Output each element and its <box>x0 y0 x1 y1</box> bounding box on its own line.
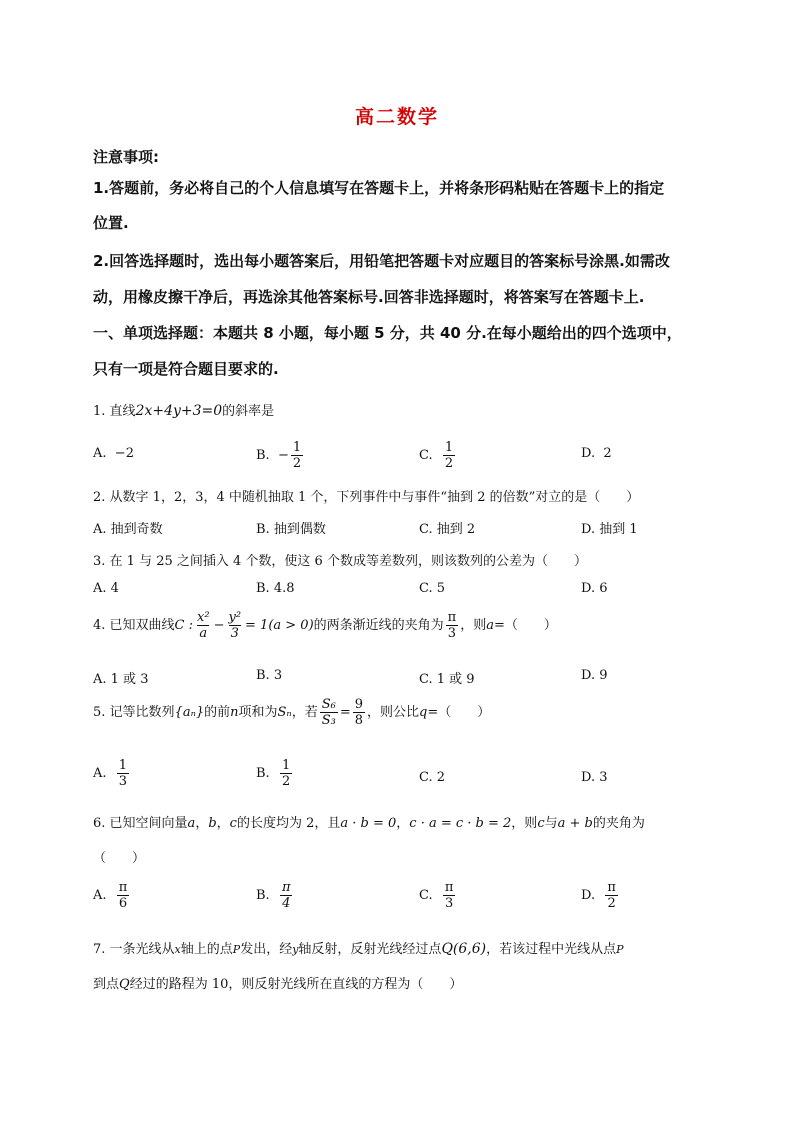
variable: Q <box>119 977 130 992</box>
question-1-prefix: 1. 直线 <box>93 404 136 419</box>
question-2: 2. 从数字 1，2，3，4 中随机抽取 1 个，下列事件中与事件“抽到 2 的倍数”对立的是（ ） <box>93 490 640 505</box>
numerator: π <box>447 610 457 625</box>
fraction <box>280 758 292 789</box>
fraction <box>280 880 293 911</box>
fraction <box>353 697 365 728</box>
numerator: 1 <box>292 440 302 455</box>
option-6a[interactable] <box>93 880 131 911</box>
question-4 <box>93 610 713 641</box>
question-4-middle: 的两条渐近线的夹角为 <box>313 618 444 633</box>
option-label: A. <box>93 446 107 461</box>
question-3: 3. 在 1 与 25 之间插入 4 个数，使这 6 个数成等差数列，则该数列的公差为（ ） <box>93 554 587 569</box>
question-5-end: =（ ） <box>427 705 491 720</box>
section-heading-line2: 只有一项是符合题目要求的. <box>93 360 279 378</box>
curve-name: C : <box>174 618 194 633</box>
denominator: 8 <box>354 713 364 728</box>
fraction <box>443 880 456 911</box>
fraction <box>195 610 212 641</box>
fraction <box>117 758 129 789</box>
question-5-text: ，若 <box>291 705 318 720</box>
option-5c[interactable]: C. 2 <box>419 770 446 785</box>
option-5d[interactable]: D. 3 <box>581 770 608 785</box>
notice-item2-line2: 动，用橡皮擦干净后，再选涂其他答案标号.回答非选择题时，将答案写在答题卡上. <box>93 288 645 306</box>
denominator: 6 <box>118 896 128 911</box>
question-7-prefix: 7. 一条光线从 <box>93 942 175 957</box>
denominator: 3 <box>445 896 454 911</box>
option-1a[interactable] <box>93 446 134 461</box>
question-6-text: 的长度均为 2，且 <box>236 816 341 831</box>
minus-sign: − <box>277 448 289 463</box>
separator: ， <box>216 816 230 831</box>
option-4d[interactable]: D. 9 <box>581 668 608 683</box>
question-5-text: 项和为 <box>238 705 278 720</box>
question-7-text: 发出，经 <box>240 942 293 957</box>
numerator: y² <box>228 610 242 625</box>
question-1-equation: 2x+4y+3=0 <box>135 403 223 419</box>
vector-c: c <box>229 816 237 831</box>
option-3a[interactable]: A. 4 <box>93 581 119 596</box>
question-4-suffix: ，则 <box>460 618 487 633</box>
option-1b[interactable] <box>256 440 305 471</box>
fraction <box>291 440 303 471</box>
question-1-options <box>93 440 713 470</box>
question-4-prefix: 4. 已知双曲线 <box>93 618 175 633</box>
question-1 <box>93 400 713 419</box>
condition-2: c · a = c · b = 2 <box>409 816 512 831</box>
question-6-text: 与 <box>544 816 558 831</box>
question-4-options <box>93 668 713 698</box>
numerator: 9 <box>354 697 364 712</box>
condition-1: a · b = 0 <box>340 816 397 831</box>
numerator: 1 <box>118 758 128 773</box>
option-label: C. <box>419 888 433 903</box>
denominator: 2 <box>607 896 616 911</box>
numerator: 1 <box>444 440 454 455</box>
fraction <box>443 440 455 471</box>
numerator: π <box>444 880 454 895</box>
option-label: D. <box>581 888 596 903</box>
option-5b[interactable] <box>256 758 294 789</box>
option-6c[interactable] <box>419 880 457 911</box>
option-2c[interactable]: C. 抽到 2 <box>419 522 476 537</box>
question-4-end: =（ ） <box>494 618 557 633</box>
option-1c[interactable] <box>419 440 457 471</box>
variable: Sₙ <box>277 705 292 720</box>
option-3b[interactable]: B. 4.8 <box>256 581 295 596</box>
denominator: 3 <box>230 626 239 641</box>
option-label: B. <box>256 448 270 463</box>
question-7-text: 到点 <box>93 977 120 992</box>
option-label: C. <box>419 448 433 463</box>
question-5-text: 的前 <box>204 705 231 720</box>
question-5-prefix: 5. 记等比数列 <box>93 705 175 720</box>
numerator: π <box>118 880 128 895</box>
option-4c[interactable]: C. 1 或 9 <box>419 672 475 687</box>
denominator: 2 <box>444 456 454 471</box>
question-2-options <box>93 518 713 548</box>
separator: ， <box>396 816 410 831</box>
vector-c: c <box>537 816 545 831</box>
variable: P <box>232 943 241 956</box>
notice-heading: 注意事项: <box>93 148 159 166</box>
denominator: 2 <box>292 456 302 471</box>
question-7-line2 <box>93 973 713 992</box>
fraction <box>320 697 338 728</box>
denominator: 4 <box>282 896 291 911</box>
option-5a[interactable] <box>93 758 131 789</box>
fraction <box>446 610 459 641</box>
vector-b: b <box>208 816 217 831</box>
question-6-text: ，则 <box>511 816 538 831</box>
notice-item1-line2: 位置. <box>93 214 129 232</box>
page-title: 高二数学 <box>354 106 439 128</box>
question-3-options <box>93 581 713 611</box>
option-6d[interactable] <box>581 880 620 911</box>
question-6-prefix: 6. 已知空间向量 <box>93 816 188 831</box>
option-label: B. <box>256 766 270 781</box>
option-3c[interactable]: C. 5 <box>419 581 446 596</box>
option-value: 2 <box>603 446 612 461</box>
option-2d[interactable]: D. 抽到 1 <box>581 522 638 537</box>
question-6 <box>93 812 713 831</box>
option-4b[interactable]: B. 3 <box>256 668 283 683</box>
option-4a[interactable]: A. 1 或 3 <box>93 672 149 687</box>
minus-sign: − <box>213 618 225 633</box>
denominator: 3 <box>447 626 457 641</box>
variable: q <box>419 705 428 720</box>
numerator: x² <box>197 610 210 625</box>
question-5-suffix: ，则公比 <box>367 705 420 720</box>
vector-a: a <box>187 816 196 831</box>
fraction <box>226 610 243 641</box>
option-1d[interactable] <box>581 446 612 461</box>
denominator: 3 <box>118 774 128 789</box>
numerator: π <box>607 880 616 895</box>
fraction <box>117 880 130 911</box>
point-q: Q(6,6) <box>441 941 487 957</box>
separator: ， <box>195 816 209 831</box>
option-label: B. <box>256 888 270 903</box>
option-6b[interactable] <box>256 880 295 911</box>
question-7-text: 经过的路程为 10，则反射光线所在直线的方程为（ ） <box>129 977 463 992</box>
question-6-options <box>93 880 713 910</box>
notice-item2-line1: 2.回答选择题时，选出每小题答案后，用铅笔把答题卡对应题目的答案标号涂黑.如需改 <box>93 252 670 270</box>
option-label: A. <box>93 888 107 903</box>
option-label: D. <box>581 446 596 461</box>
equation-rhs: = 1(a > 0) <box>245 618 314 633</box>
numerator: 1 <box>281 758 291 773</box>
question-5 <box>93 697 713 728</box>
option-3d[interactable]: D. 6 <box>581 581 608 596</box>
variable: x <box>174 943 181 956</box>
notice-item1-line1: 1.答题前，务必将自己的个人信息填写在答题卡上，并将条形码粘贴在答题卡上的指定 <box>93 179 665 197</box>
section-heading-line1: 一、单项选择题：本题共 8 小题，每小题 5 分，共 40 分.在每小题给出的四个选项中， <box>93 324 682 342</box>
denominator: S₃ <box>321 713 336 728</box>
sequence: {aₙ} <box>174 705 205 720</box>
option-value: −2 <box>114 446 134 461</box>
denominator: a <box>199 626 208 641</box>
numerator: π <box>281 880 291 895</box>
variable: a <box>486 618 494 633</box>
question-5-options <box>93 758 713 788</box>
variable: y <box>292 943 299 956</box>
variable: P <box>616 943 624 956</box>
equals-sign: = <box>339 705 351 720</box>
vector-sum: a + b <box>557 816 593 831</box>
option-2b[interactable]: B. 抽到偶数 <box>256 522 326 537</box>
question-7-text: ，若该过程中光线从点 <box>486 942 617 957</box>
option-label: A. <box>93 766 107 781</box>
question-6-line2: （ ） <box>93 851 146 866</box>
question-7-text: 轴反射，反射光线经过点 <box>298 942 442 957</box>
question-7 <box>93 938 713 957</box>
option-2a[interactable]: A. 抽到奇数 <box>93 522 163 537</box>
question-7-text: 轴上的点 <box>180 942 233 957</box>
denominator: 2 <box>281 774 291 789</box>
fraction <box>605 880 618 911</box>
question-6-suffix: 的夹角为 <box>592 816 645 831</box>
numerator: S₆ <box>321 697 336 712</box>
question-1-suffix: 的斜率是 <box>222 404 275 419</box>
variable: n <box>230 705 239 720</box>
